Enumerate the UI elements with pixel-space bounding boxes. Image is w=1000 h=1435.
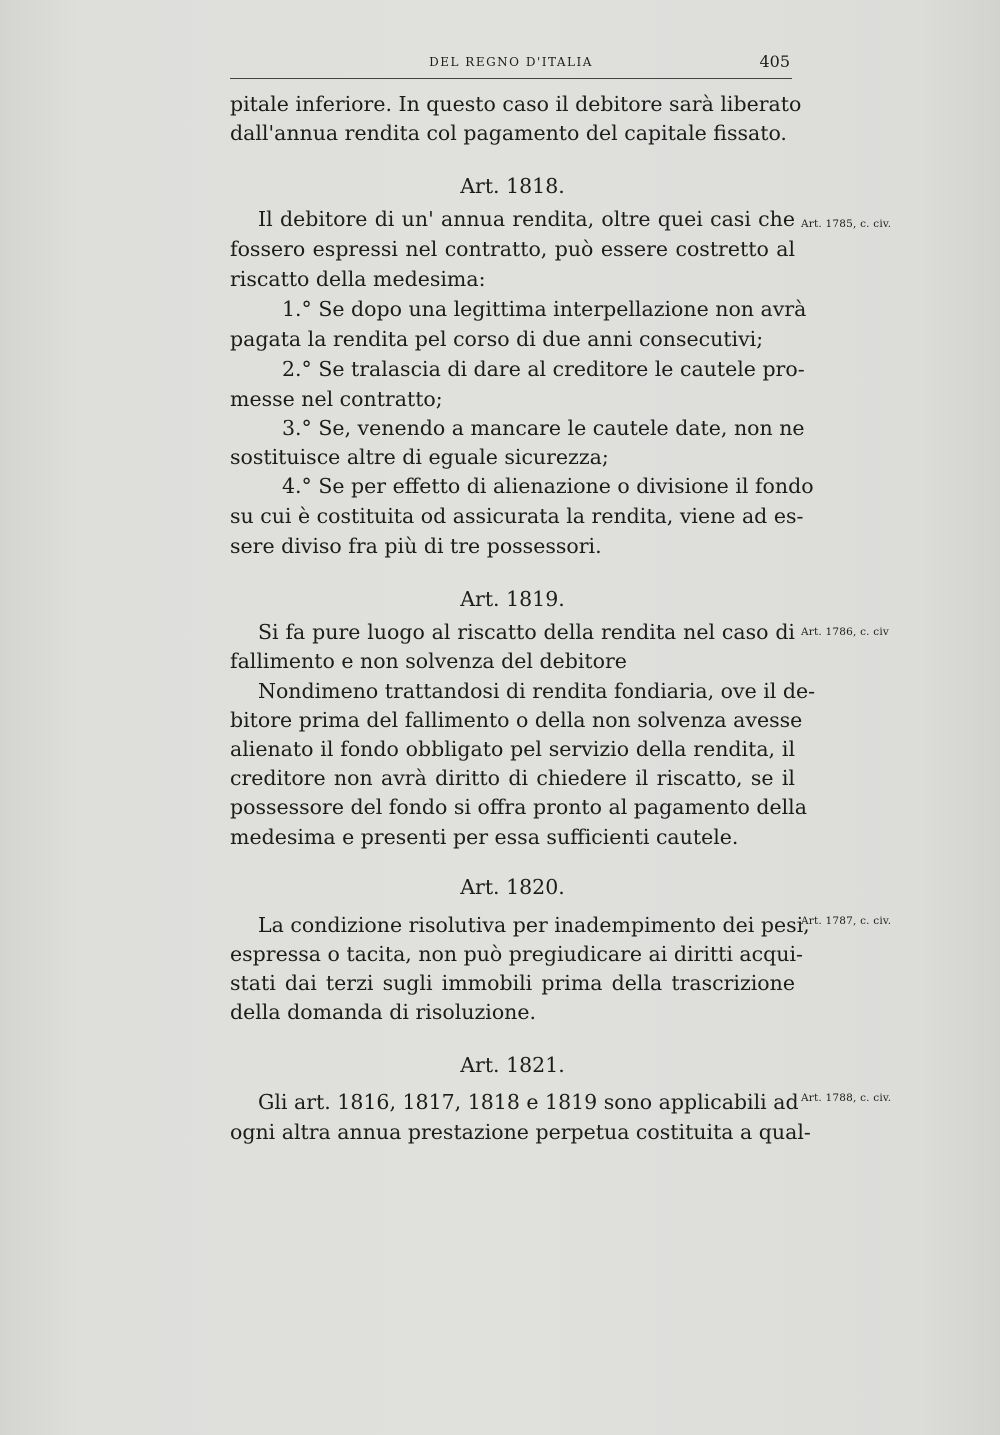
page-number: 405 — [759, 52, 790, 71]
text-line: dall'annua rendita col pagamento del capitale fissato. — [230, 121, 787, 145]
text-line: creditore non avrà diritto di chiedere il riscatto, se il — [230, 766, 795, 790]
text-line: Il debitore di un' annua rendita, oltre quei casi che — [258, 207, 795, 231]
text-line: 1.° Se dopo una legittima interpellazione non avrà — [282, 297, 807, 321]
text-line: Si fa pure luogo al riscatto della rendita nel caso di — [258, 620, 795, 644]
text-line: sere diviso fra più di tre possessori. — [230, 534, 602, 558]
text-line: 3.° Se, venendo a mancare le cautele date, non ne — [282, 416, 805, 440]
text-line: alienato il fondo obbligato pel servizio della rendita, il — [230, 737, 795, 761]
text-line: sostituisce altre di eguale sicurezza; — [230, 445, 609, 469]
text-line: pagata la rendita pel corso di due anni consecutivi; — [230, 327, 764, 351]
text-line: espressa o tacita, non può pregiudicare ai diritti acqui- — [230, 942, 803, 966]
text-line: Gli art. 1816, 1817, 1818 e 1819 sono applicabili ad — [258, 1090, 799, 1114]
text-line: Nondimeno trattandosi di rendita fondiaria, ove il de- — [258, 679, 816, 703]
article-heading: Art. 1819. — [460, 587, 565, 611]
article-heading: Art. 1820. — [460, 875, 565, 899]
text-line: possessore del fondo si offra pronto al pagamento della — [230, 795, 807, 819]
text-line: La condizione risolutiva per inadempimento dei pesi, — [258, 913, 810, 937]
article-heading: Art. 1821. — [460, 1053, 565, 1077]
text-line: pitale inferiore. In questo caso il debitore sarà liberato — [230, 92, 802, 116]
text-line: fossero espressi nel contratto, può essere costretto al — [230, 237, 795, 261]
text-line: messe nel contratto; — [230, 387, 443, 411]
text-line: 2.° Se tralascia di dare al creditore le cautele pro- — [282, 357, 805, 381]
text-line: stati dai terzi sugli immobili prima della trascrizione — [230, 971, 795, 995]
text-line: fallimento e non solvenza del debitore — [230, 649, 627, 673]
margin-note: Art. 1785, c. civ. — [801, 218, 892, 230]
running-head — [230, 50, 792, 79]
margin-note: Art. 1786, c. civ — [801, 626, 890, 638]
text-line: bitore prima del fallimento o della non solvenza avesse — [230, 708, 803, 732]
running-head-title: DEL REGNO D'ITALIA — [429, 55, 593, 69]
article-heading: Art. 1818. — [460, 174, 565, 198]
text-line: 4.° Se per effetto di alienazione o divisione il fondo — [282, 474, 814, 498]
text-line: ogni altra annua prestazione perpetua costituita a qual- — [230, 1120, 811, 1144]
margin-note: Art. 1787, c. civ. — [801, 915, 892, 927]
margin-note: Art. 1788, c. civ. — [801, 1092, 892, 1104]
text-line: su cui è costituita od assicurata la rendita, viene ad es- — [230, 504, 804, 528]
text-line: riscatto della medesima: — [230, 267, 486, 291]
text-line: della domanda di risoluzione. — [230, 1000, 537, 1024]
text-line: medesima e presenti per essa sufficienti cautele. — [230, 825, 739, 849]
